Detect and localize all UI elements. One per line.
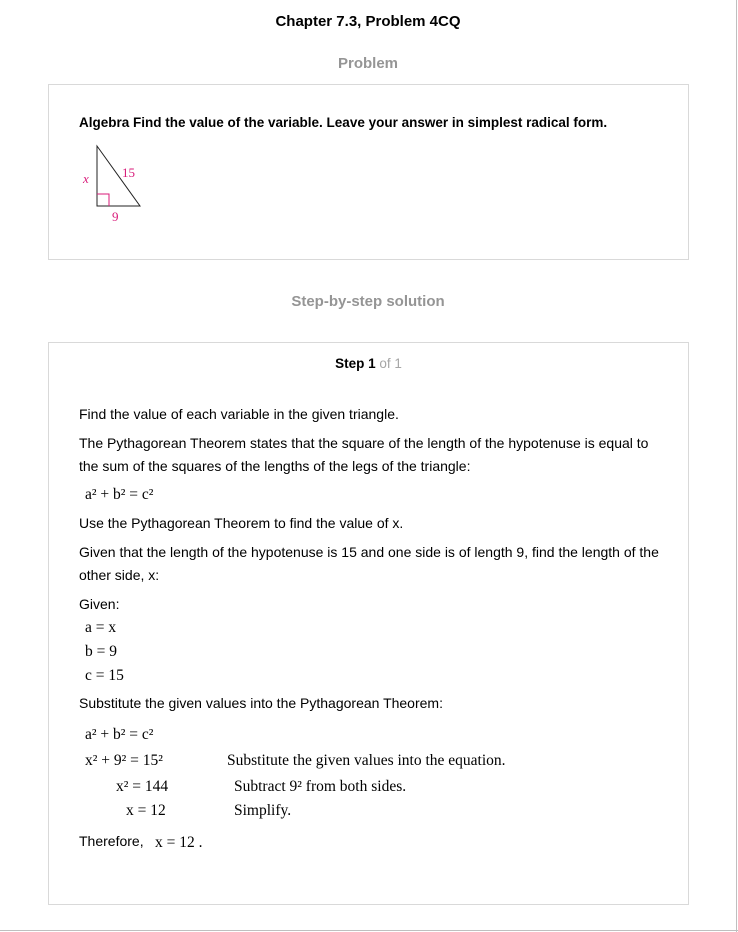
solution-paragraph-5: Substitute the given values into the Pythagorean Theorem: [79, 695, 443, 711]
hypotenuse-label: 15 [122, 165, 135, 180]
vertical-leg-label: x [83, 171, 89, 186]
work-line-1: a² + b² = c² [85, 726, 154, 743]
solution-box [48, 342, 689, 905]
solution-paragraph-1: Find the value of each variable in the given triangle. [79, 406, 399, 422]
step-label: Step 1 [335, 356, 376, 371]
solution-heading: Step-by-step solution [291, 293, 445, 310]
given-b: b = 9 [85, 643, 117, 660]
problem-statement: Algebra Find the value of the variable. Leave your answer in simplest radical form. [79, 115, 608, 130]
work-line-3: x² = 144 [116, 778, 169, 795]
solution-paragraph-3: Use the Pythagorean Theorem to find the value of x. [79, 515, 404, 531]
step-indicator [49, 356, 688, 371]
solution-paragraph-2: The Pythagorean Theorem states that the square of the length of the hypotenuse is equal to the sum of the squares of the lengths of the legs of the triangle: [79, 435, 649, 474]
work-note-2: Substitute the given values into the equation. [227, 752, 506, 769]
solution-paragraph-4: Given that the length of the hypotenuse is 15 and one side is of length 9, find the length of the other side, x: [79, 544, 659, 583]
given-a: a = x [85, 619, 117, 636]
page-border-right [736, 0, 737, 932]
conclusion-label: Therefore, [79, 833, 144, 849]
step-of-label: of 1 [379, 356, 402, 371]
problem-heading: Problem [337, 55, 398, 72]
conclusion-math: x = 12 . [155, 834, 203, 851]
given-c: c = 15 [85, 667, 124, 684]
work-line-4: x = 12 [126, 802, 166, 819]
formula: a² + b² = c² [85, 486, 154, 503]
given-label: Given: [79, 596, 120, 612]
page-title: Chapter 7.3, Problem 4CQ [275, 13, 461, 30]
problem-box [48, 84, 689, 260]
page-border-bottom [0, 930, 738, 931]
work-line-2: x² + 9² = 15² [85, 752, 163, 769]
work-note-3: Subtract 9² from both sides. [234, 778, 407, 795]
horizontal-leg-label: 9 [112, 209, 119, 224]
triangle-figure [79, 141, 149, 236]
work-note-4: Simplify. [234, 802, 292, 819]
